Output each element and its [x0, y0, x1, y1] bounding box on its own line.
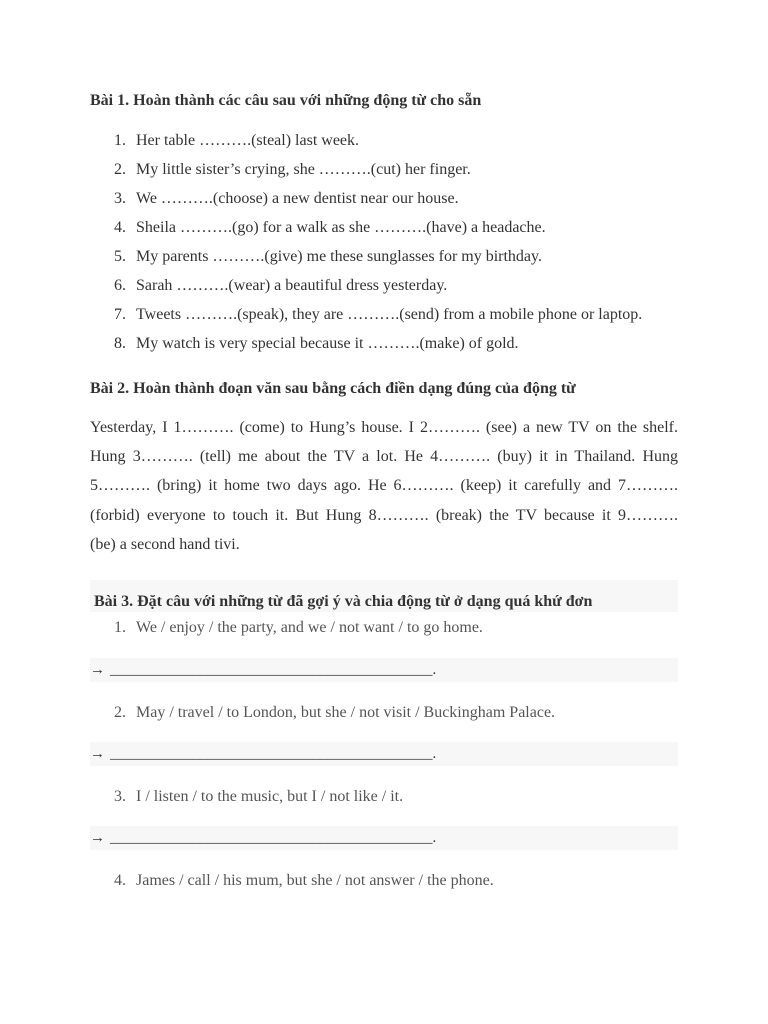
- list-item: 8. My watch is very special because it ……….(make) of gold.: [114, 335, 519, 352]
- list-item: 4. Sheila ……….(go) for a walk as she ……….(have) a headache.: [114, 219, 546, 236]
- paragraph-line: 5………. (bring) it home two days ago. He 6………. (keep) it carefully and 7……….: [90, 477, 678, 495]
- list-item: 4. James / call / his mum, but she / not answer / the phone.: [114, 872, 494, 889]
- bai1-list: [90, 126, 678, 358]
- list-item: 3. We ……….(choose) a new dentist near our house.: [114, 190, 459, 207]
- list-item: 3. I / listen / to the music, but I / not like / it.: [114, 788, 404, 805]
- list-item: 2. May / travel / to London, but she / not visit / Buckingham Palace.: [114, 704, 556, 721]
- bai1-heading: Bài 1. Hoàn thành các câu sau với những động từ cho sẵn: [90, 92, 482, 109]
- paragraph-line: Yesterday, I 1………. (come) to Hung’s house. I 2………. (see) a new TV on the shelf.: [90, 419, 678, 436]
- arrow-icon: →: [90, 830, 105, 846]
- bai2-heading: Bài 2. Hoàn thành đoạn văn sau bằng cách điền dạng đúng của động từ: [90, 380, 576, 397]
- list-item: 2. My little sister’s crying, she ……….(cut) her finger.: [114, 161, 471, 178]
- answer-line: → ___________________________________________.: [90, 826, 678, 850]
- arrow-icon: →: [90, 662, 105, 678]
- bai3-heading: Bài 3. Đặt câu với những từ đã gợi ý và chia động từ ở dạng quá khứ đơn: [94, 593, 593, 610]
- answer-line: → ___________________________________________.: [90, 742, 678, 766]
- paragraph-line: Hung 3………. (tell) me about the TV a lot. He 4………. (buy) it in Thailand. Hung: [90, 448, 678, 466]
- answer-line: → ___________________________________________.: [90, 658, 678, 682]
- arrow-icon: →: [90, 746, 105, 762]
- list-item: 1. We / enjoy / the party, and we / not want / to go home.: [114, 619, 483, 636]
- list-item: 7. Tweets ……….(speak), they are ……….(send) from a mobile phone or laptop.: [114, 306, 643, 323]
- bai2-paragraph: [90, 413, 678, 559]
- list-item: 1. Her table ……….(steal) last week.: [114, 132, 360, 149]
- list-item: 6. Sarah ……….(wear) a beautiful dress yesterday.: [114, 277, 448, 294]
- paragraph-line: (forbid) everyone to touch it. But Hung 8………. (break) the TV because it 9……….: [90, 506, 678, 524]
- paragraph-line: (be) a second hand tivi.: [90, 535, 240, 553]
- list-item: 5. My parents ……….(give) me these sunglasses for my birthday.: [114, 248, 542, 265]
